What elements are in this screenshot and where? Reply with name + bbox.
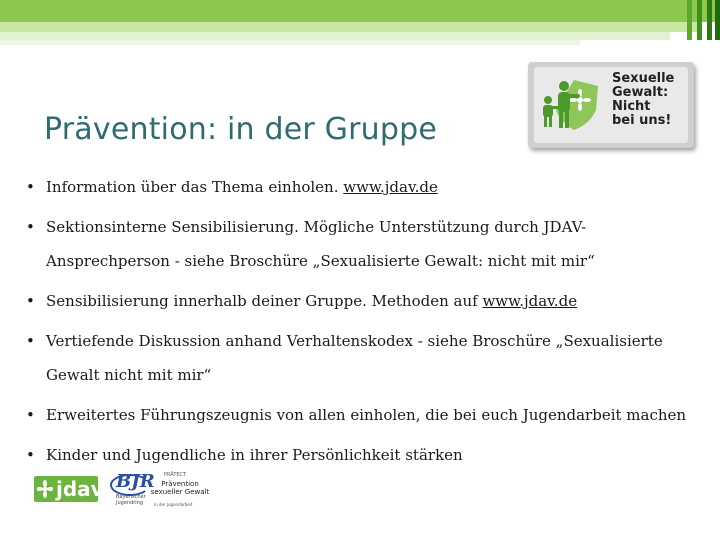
- campaign-badge: [528, 62, 694, 148]
- jdav-link[interactable]: www.jdav.de: [482, 292, 578, 310]
- bullet-text: Erweitertes Führungszeugnis von allen einholen, die bei euch Jugendarbeit machen: [46, 406, 687, 424]
- corner-stripe: [707, 0, 712, 40]
- bullet-item: [22, 398, 702, 432]
- bullet-text: Information über das Thema einholen.: [46, 178, 344, 196]
- bullet-item: [22, 210, 702, 278]
- edelweiss-icon: [37, 480, 53, 498]
- badge-line: Gewalt:: [612, 85, 669, 100]
- bullet-list: [22, 170, 702, 482]
- slide-title: Prävention: in der Gruppe: [44, 112, 438, 147]
- praevention-top: PRÄTECT: [164, 472, 187, 478]
- corner-stripe: [687, 0, 692, 40]
- bullet-item: [22, 438, 702, 472]
- corner-stripe: [697, 0, 702, 40]
- corner-stripe: [715, 0, 720, 40]
- bullet-text: Sektionsinterne Sensibilisierung. Mögliche Unterstützung durch JDAV-Ansprechperson - siehe Broschüre „Sexualisierte Gewalt: nicht mit mir“: [46, 218, 595, 270]
- bullet-text: Kinder und Jugendliche in ihrer Persönlichkeit stärken: [46, 446, 463, 464]
- family-figures-icon: [540, 76, 606, 132]
- top-bar-lightest: [0, 40, 580, 45]
- bullet-item: [22, 170, 702, 204]
- top-bar-light: [0, 22, 700, 32]
- footer-logos: [34, 472, 334, 514]
- badge-line: bei uns!: [612, 113, 672, 128]
- jdav-link[interactable]: www.jdav.de: [343, 178, 438, 196]
- jdav-logo-text: jdav: [56, 477, 104, 501]
- badge-line: Nicht: [612, 99, 651, 114]
- bjr-subtitle: Bayerischer Jugendring: [116, 494, 146, 506]
- bullet-text: Sensibilisierung innerhalb deiner Gruppe. Methoden auf: [46, 292, 483, 310]
- bjr-logo-text: BJR: [116, 471, 155, 492]
- bullet-text: Vertiefende Diskussion anhand Verhaltenskodex - siehe Broschüre „Sexualisierte Gewalt nicht mit mir“: [46, 332, 663, 384]
- bullet-item: [22, 284, 702, 318]
- praevention-logo: [150, 472, 210, 512]
- top-bar-lighter: [0, 32, 670, 40]
- praevention-sub: in der Jugendarbeit: [154, 502, 193, 507]
- jdav-logo: [34, 476, 104, 502]
- badge-text: [612, 72, 690, 128]
- top-bar: [0, 0, 720, 22]
- praevention-main: Prävention sexueller Gewalt: [150, 480, 210, 496]
- bullet-item: [22, 324, 702, 392]
- badge-line: Sexuelle: [612, 71, 675, 86]
- header-decoration: [0, 0, 720, 50]
